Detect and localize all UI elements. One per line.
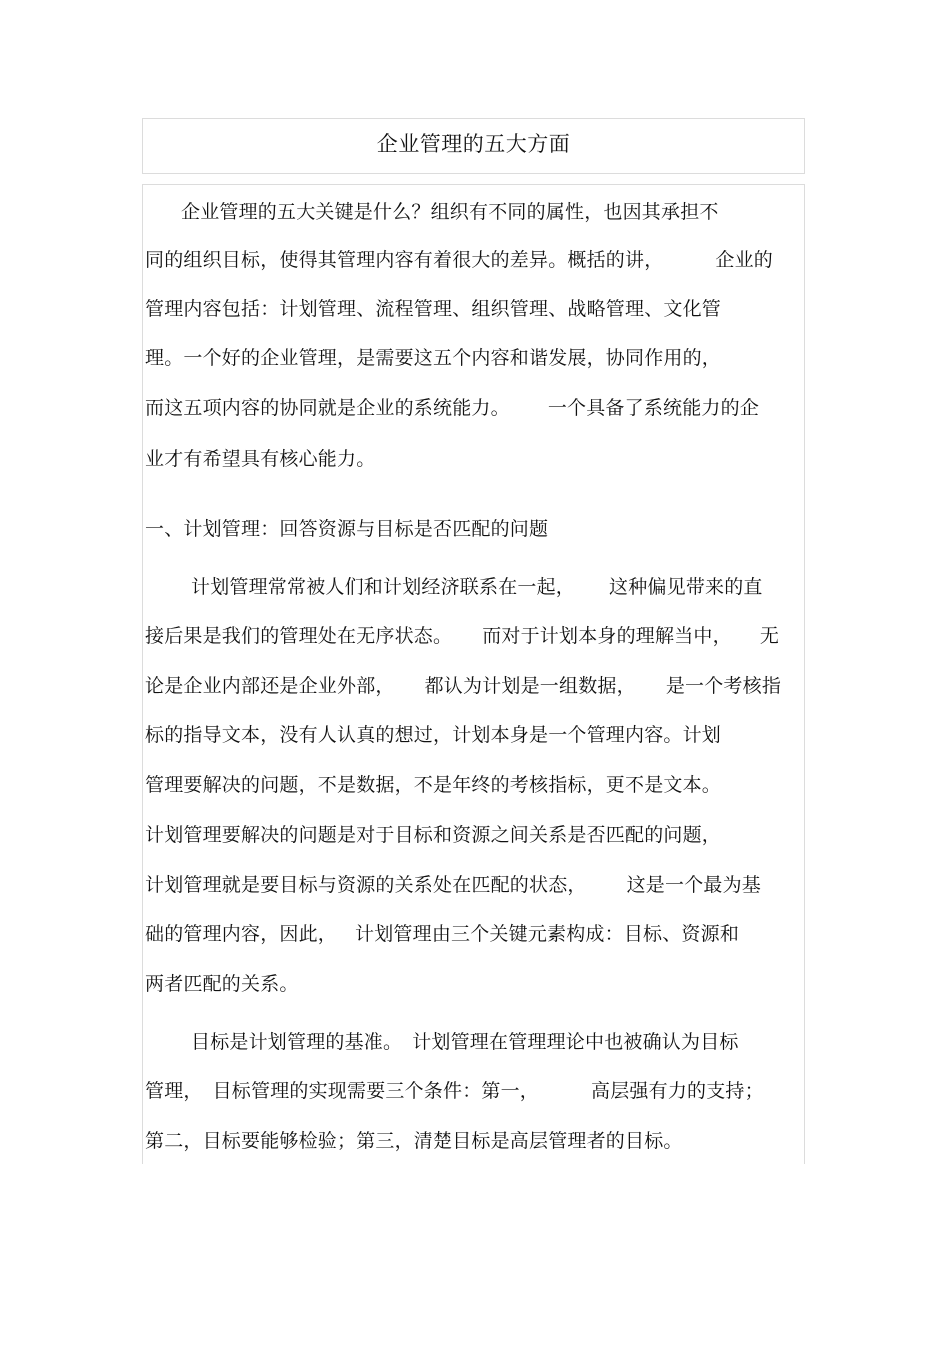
text-segment: 础的管理内容，因此， [145,923,338,945]
text-line [145,1128,683,1154]
text-segment: 两者匹配的关系。 [145,973,299,995]
text-segment: 这是一个最为基 [626,874,762,896]
text-segment: 管理内容包括：计划管理、流程管理、组织管理、战略管理、文化管 [145,298,722,320]
text-segment: 计划管理由三个关键元素构成：目标、资源和 [355,923,740,945]
text-segment: 而这五项内容的协同就是企业的系统能力。 [145,397,510,419]
title-box [142,118,805,174]
text-line [145,822,721,848]
text-segment: 同的组织目标，使得其管理内容有着很大的差异。概括的讲， [145,249,664,271]
content-box [142,184,805,1164]
text-segment: 论是企业内部还是企业外部， [145,675,395,697]
text-line [181,199,719,225]
text-segment: 计划管理要解决的问题是对于目标和资源之间关系是否匹配的问题， [145,824,722,846]
text-line [145,446,375,472]
text-segment: 接后果是我们的管理处在无序状态。 [145,625,453,647]
text-segment: 管理， [145,1080,203,1102]
text-segment: 理。一个好的企业管理，是需要这五个内容和谐发展，协同作用的， [145,347,722,369]
text-segment: 第二，目标要能够检验；第三，清楚目标是高层管理者的目标。 [145,1130,683,1152]
text-segment: 企业的 [715,249,774,271]
text-line [145,296,721,322]
text-segment: 这种偏见带来的直 [609,576,763,598]
text-line [145,673,781,699]
text-segment: 业才有希望具有核心能力。 [145,448,376,470]
text-segment: 一个具备了系统能力的企 [547,397,760,419]
text-segment: 都认为计划是一组数据， [424,675,636,697]
text-line [145,872,761,898]
text-line [145,247,773,273]
text-segment: 计划管理常常被人们和计划经济联系在一起， [191,576,576,598]
text-line [145,971,299,997]
text-segment: 高层强有力的支持； [591,1080,764,1102]
text-line [145,395,759,421]
text-segment: 是一个考核指 [665,675,782,697]
text-segment: 而对于计划本身的理解当中， [482,625,732,647]
text-line [191,574,763,600]
text-segment: 无 [759,625,780,647]
text-line [145,623,779,649]
text-segment: 目标是计划管理的基准。 [191,1031,403,1053]
text-segment: 企业管理的五大关键是什么？组织有不同的属性，也因其承担不 [181,201,719,223]
text-segment: 计划管理就是要目标与资源的关系处在匹配的状态， [145,874,587,896]
text-line [145,1078,764,1104]
text-segment: 计划管理在管理理论中也被确认为目标 [412,1031,739,1053]
text-segment: 管理要解决的问题，不是数据，不是年终的考核指标，更不是文本。 [145,774,722,796]
text-line [145,921,739,947]
text-line [191,1029,739,1055]
text-line [145,345,721,371]
text-line [145,772,721,798]
document-title: 企业管理的五大方面 [376,132,571,156]
text-line [145,722,721,748]
text-segment: 目标管理的实现需要三个条件：第一， [212,1080,540,1102]
text-segment: 标的指导文本，没有人认真的想过，计划本身是一个管理内容。计划 [145,724,722,746]
section-heading [145,516,548,542]
section-heading-text: 一、计划管理：回答资源与目标是否匹配的问题 [145,518,549,540]
